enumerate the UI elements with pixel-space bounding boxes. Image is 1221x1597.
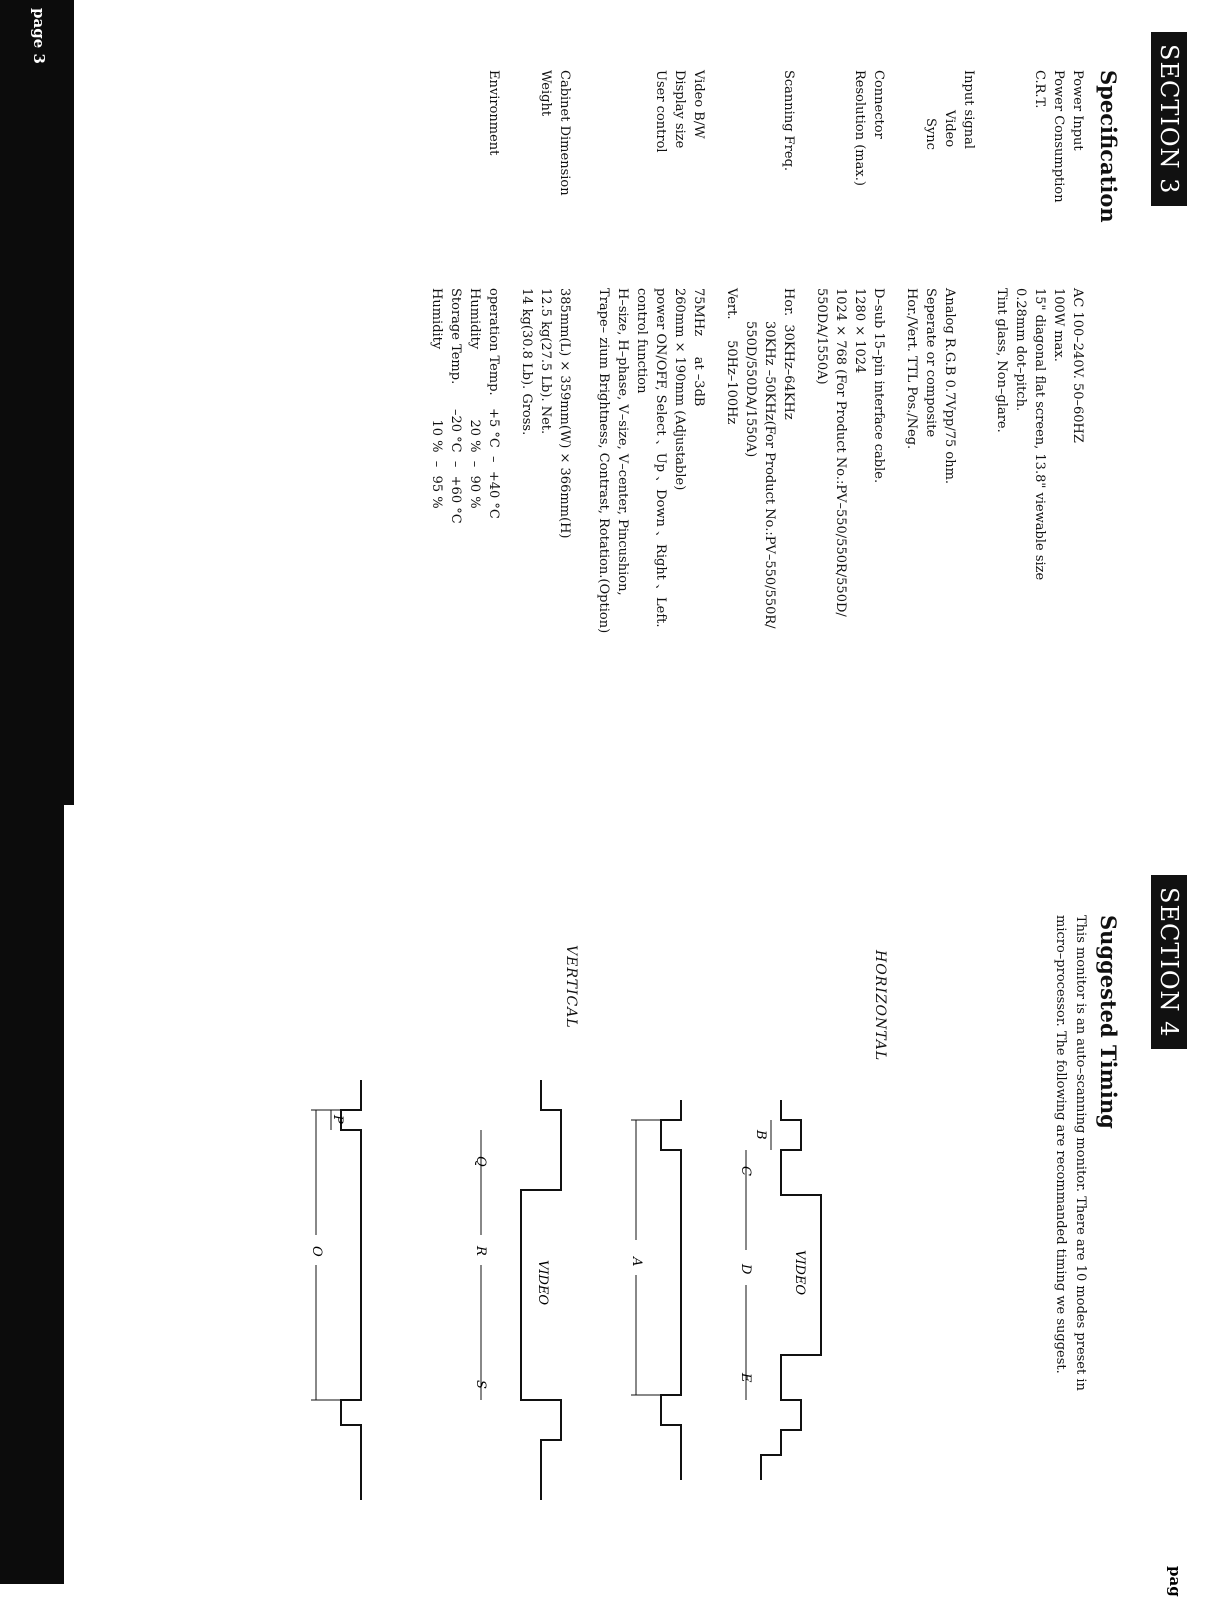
- marker-e: E: [738, 1373, 753, 1383]
- marker-b: B: [753, 1130, 768, 1140]
- spec-value: control function: [634, 288, 649, 394]
- spec-value: 1280 × 1024: [852, 288, 867, 374]
- spec-label: Resolution (max.): [852, 70, 867, 186]
- spec-label: User control: [653, 70, 668, 153]
- page-label-right: pag: [1166, 1566, 1185, 1597]
- spec-label: Weight: [538, 70, 553, 117]
- spec-value: Analog R.G.B 0.7Vpp/75 ohm.: [942, 288, 957, 485]
- spec-label: Power Input: [1070, 70, 1085, 151]
- spec-value: 75MHz at –3dB: [691, 288, 706, 407]
- spec-label: Video: [942, 110, 957, 148]
- spec-value: 385mm(L) × 359mm(W) × 366mm(H): [557, 288, 572, 539]
- spec-value: 14 kg(30.8 Lb). Gross.: [519, 288, 534, 436]
- marker-o: O: [309, 1246, 324, 1257]
- horizontal-timing-diagram: [621, 1100, 841, 1480]
- spec-value: 1024 × 768 (For Product No.:PV–550/550R/550D/: [833, 288, 848, 617]
- section3-header: SECTION 3: [1151, 32, 1187, 206]
- spec-value: Hor./Vert. TTL Pos./Neg.: [904, 288, 919, 450]
- spec-label: Connector: [871, 70, 886, 139]
- spec-value: Trape– zium Brightness, Contrast, Rotation.(Option): [596, 288, 611, 634]
- spec-value: 260mm × 190mm (Adjustable): [672, 288, 687, 491]
- horizontal-label: HORIZONTAL: [872, 950, 888, 1062]
- spec-value: 30KHz –50KHz(For Product No.:PV–550/550R/: [762, 288, 777, 629]
- marker-d: D: [738, 1264, 753, 1275]
- marker-s: S: [473, 1380, 488, 1389]
- section4-header: SECTION 4: [1151, 875, 1187, 1049]
- spec-label: C.R.T.: [1032, 70, 1047, 109]
- spec-label: Scanning Freq.: [781, 70, 796, 172]
- spec-value: D–sub 15–pin interface cable.: [871, 288, 886, 484]
- spec-value: H–size, H–phase, V–size, V–center, Pincushion,: [615, 288, 630, 596]
- spec-value: operation Temp. +5 °C – +40 °C: [486, 288, 501, 519]
- spec-value: Seperate or composite: [923, 288, 938, 438]
- spec-label: Environment: [486, 70, 501, 156]
- spec-value: Storage Temp. –20 °C – +60 °C: [448, 288, 463, 524]
- marker-c: C: [738, 1166, 753, 1176]
- spec-value: Humidity 20 % – 90 %: [467, 288, 482, 509]
- video-label-h: VIDEO: [792, 1250, 807, 1296]
- scan-edge-band: [0, 0, 64, 1584]
- spec-value: AC 100–240V. 50–60HZ: [1070, 288, 1085, 443]
- spec-value: Hor. 30KHz–64KHz: [781, 288, 796, 420]
- marker-a: A: [629, 1257, 644, 1267]
- section4-paragraph-line1: This monitor is an auto–scanning monitor. There are 10 modes preset in: [1073, 915, 1088, 1391]
- spec-value: power ON/OFF, Select 、Up 、Down 、Right 、Left.: [653, 288, 668, 628]
- vertical-label: VERTICAL: [563, 945, 579, 1029]
- spec-value: 550DA/1550A): [814, 288, 829, 385]
- vertical-timing-diagram: [311, 1080, 581, 1500]
- rotated-document: [80, 0, 1221, 1597]
- spec-value: 100W max.: [1051, 288, 1066, 362]
- spec-label: Input signal: [961, 70, 976, 149]
- section4-title: Suggested Timing: [1096, 915, 1121, 1129]
- spec-value: 550D/550DA/1550A): [743, 288, 758, 458]
- marker-q: Q: [473, 1156, 488, 1167]
- spec-label: Cabinet Dimension: [557, 70, 572, 196]
- spec-value: Tint glass, Non–glare.: [994, 288, 1009, 433]
- spec-value: 12.5 kg(27.5 Lb). Net.: [538, 288, 553, 435]
- section3-title: Specification: [1096, 70, 1121, 223]
- spec-value: Humidity 10 % – 95 %: [429, 288, 444, 509]
- marker-r: R: [473, 1246, 488, 1256]
- spec-label: Power Consumption: [1051, 70, 1066, 203]
- video-label-v: VIDEO: [535, 1260, 550, 1306]
- section4-paragraph-line2: micro–processor. The following are recommanded timing we suggest.: [1053, 915, 1068, 1374]
- spec-value: 15" diagonal flat screen, 13.8" viewable size: [1032, 288, 1047, 581]
- spec-label: Sync: [923, 118, 938, 150]
- page-label-left: page 3: [30, 8, 48, 64]
- spec-value: 0.28mm dot–pitch.: [1013, 288, 1028, 412]
- spec-value: Vert. 50Hz–100Hz: [724, 288, 739, 425]
- marker-p: P: [330, 1115, 345, 1124]
- spec-label: Video B/W: [691, 70, 706, 139]
- spec-label: Display size: [672, 70, 687, 149]
